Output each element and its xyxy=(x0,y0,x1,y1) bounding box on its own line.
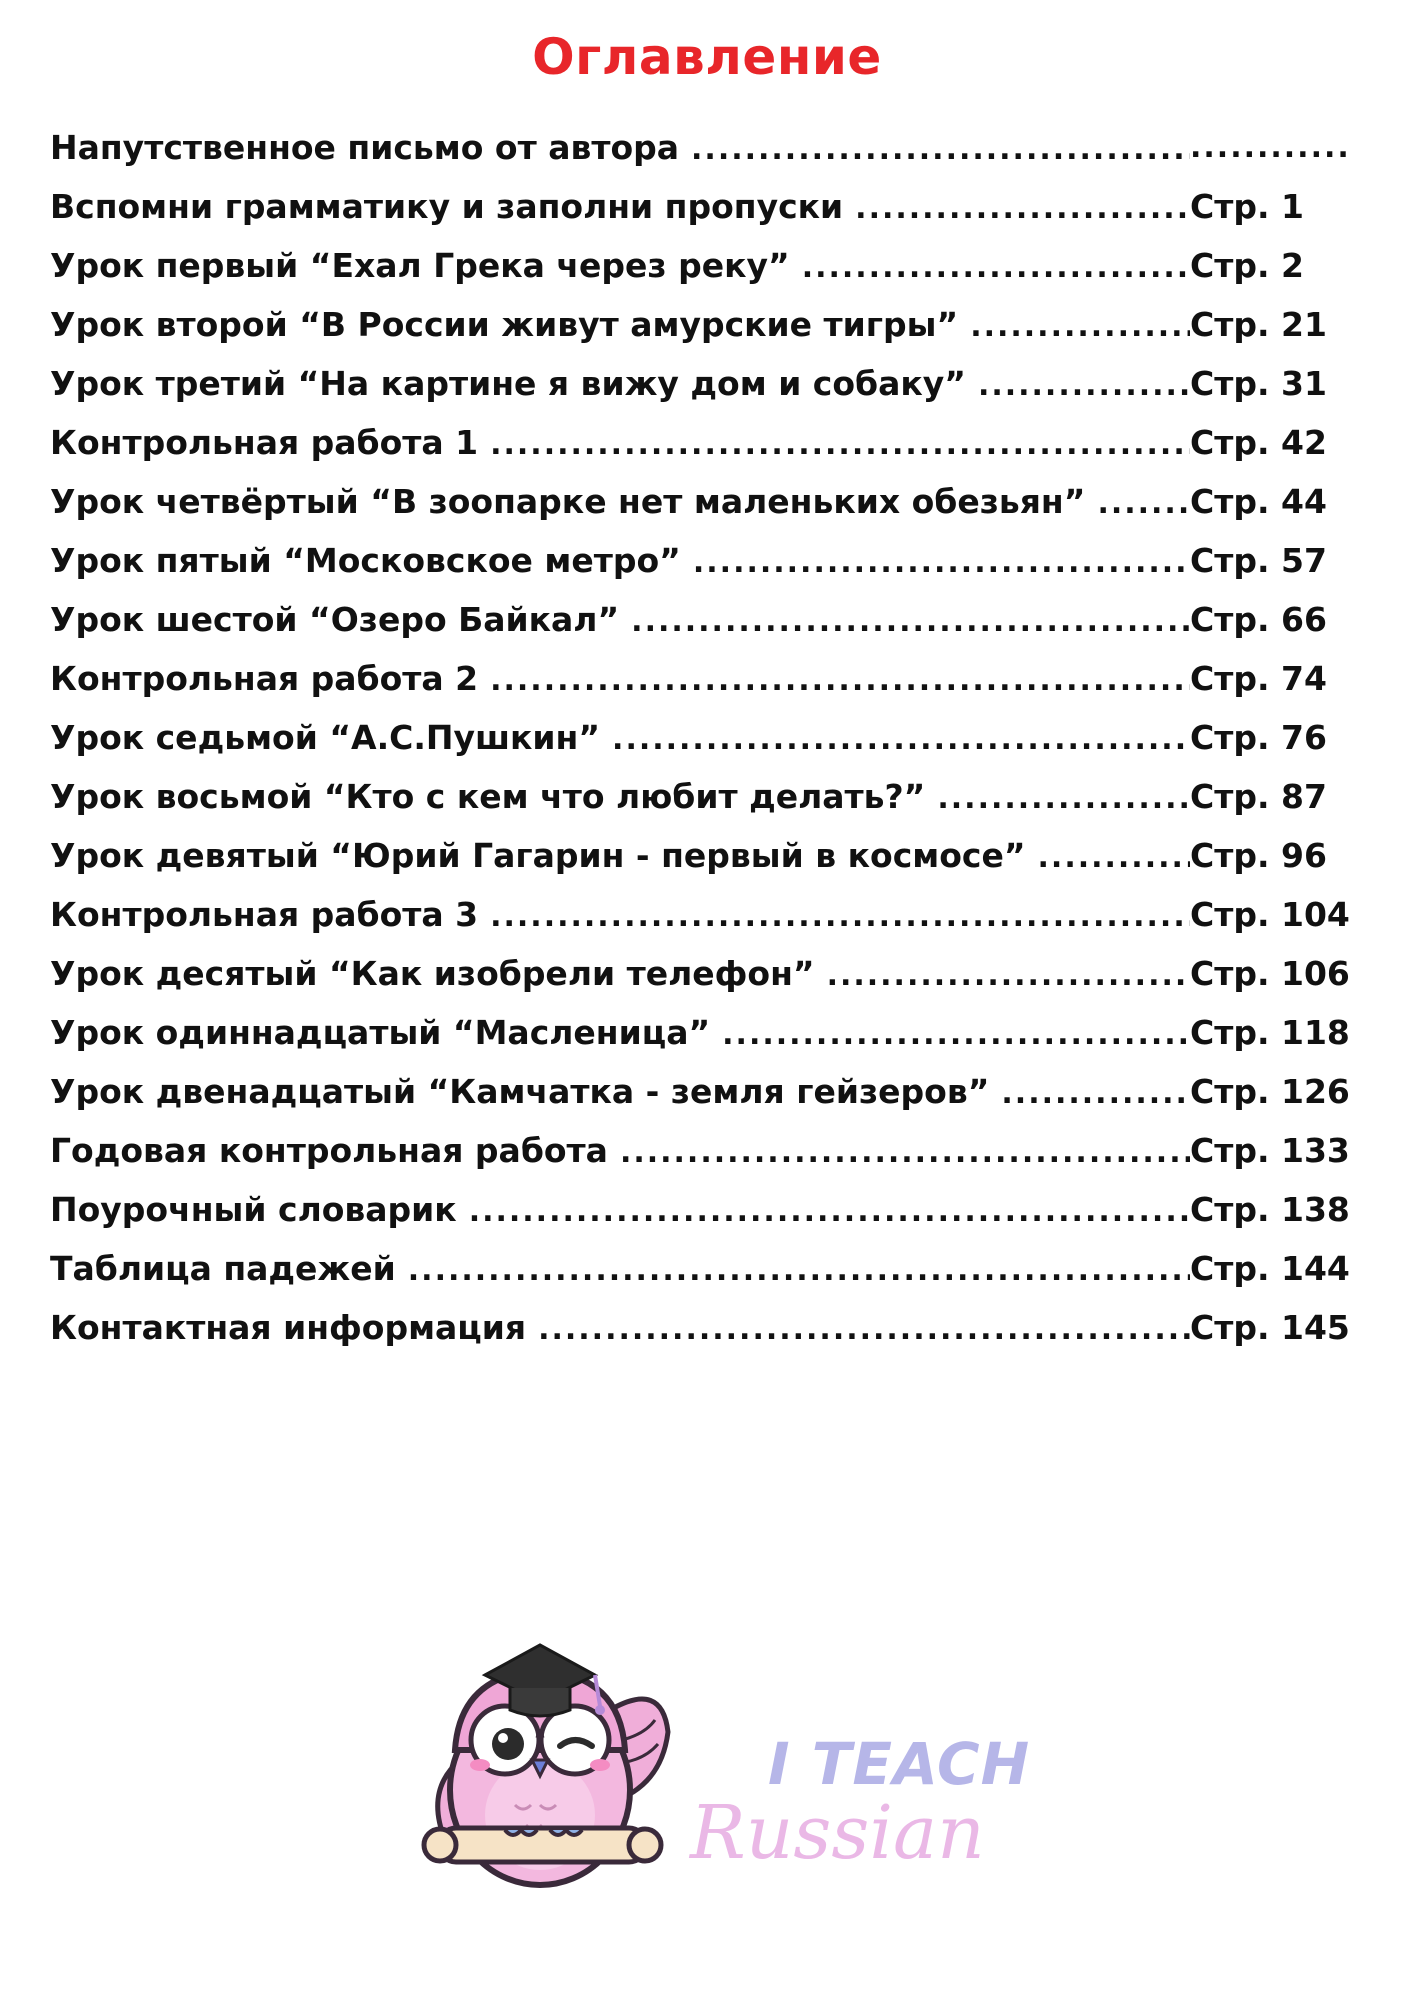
toc-entry-label: Контрольная работа 3 xyxy=(50,895,479,934)
toc-row[interactable] xyxy=(50,118,1380,177)
toc-page-number: Стр. 44 xyxy=(1190,482,1327,521)
toc-row[interactable] xyxy=(50,1298,1380,1357)
toc-page-number: Стр. 118 xyxy=(1190,1013,1350,1052)
toc-entry-label: Контрольная работа 1 xyxy=(50,423,479,462)
toc-entry-label: Урок второй “В России живут амурские тигры” xyxy=(50,305,959,344)
toc-row[interactable] xyxy=(50,649,1380,708)
toc-leader-dots xyxy=(469,1194,1190,1229)
toc-row[interactable] xyxy=(50,1121,1380,1180)
toc-row[interactable] xyxy=(50,708,1380,767)
toc-leader-dots xyxy=(620,1135,1190,1170)
toc-page-number: Стр. 21 xyxy=(1190,305,1327,344)
logo-text-line1: I TEACH xyxy=(768,1730,1031,1798)
toc-page-number: Стр. 145 xyxy=(1190,1308,1350,1347)
toc-page-number: Стр. 74 xyxy=(1190,659,1327,698)
toc-page-number: Стр. 104 xyxy=(1190,895,1350,934)
toc-row[interactable] xyxy=(50,1003,1380,1062)
toc-entry-label: Урок восьмой “Кто с кем что любит делать?” xyxy=(50,777,926,816)
toc-page-number: ............ xyxy=(1190,130,1351,165)
toc-page-number: Стр. 31 xyxy=(1190,364,1327,403)
toc-row[interactable] xyxy=(50,354,1380,413)
toc-entry-label: Вспомни грамматику и заполни пропуски xyxy=(50,187,844,226)
toc-leader-dots xyxy=(490,427,1190,462)
toc-page-number: Стр. 66 xyxy=(1190,600,1327,639)
toc-page-number: Стр. 133 xyxy=(1190,1131,1350,1170)
toc-row[interactable] xyxy=(50,1180,1380,1239)
toc-entry-label: Урок десятый “Как изобрели телефон” xyxy=(50,954,815,993)
toc-row[interactable] xyxy=(50,177,1380,236)
toc-entry-label: Контрольная работа 2 xyxy=(50,659,479,698)
toc-row[interactable] xyxy=(50,472,1380,531)
toc-leader-dots xyxy=(802,250,1190,285)
toc-page-number: Стр. 42 xyxy=(1190,423,1327,462)
toc-row[interactable] xyxy=(50,826,1380,885)
toc-entry-label: Урок четвёртый “В зоопарке нет маленьких обезьян” xyxy=(50,482,1086,521)
toc-row[interactable] xyxy=(50,590,1380,649)
page-title: Оглавление xyxy=(532,28,882,86)
toc-entry-label: Урок одиннадцатый “Масленица” xyxy=(50,1013,711,1052)
toc-page-number: Стр. 138 xyxy=(1190,1190,1350,1229)
toc-leader-dots xyxy=(978,368,1190,403)
toc-page-number: Стр. 2 xyxy=(1190,246,1304,285)
toc-leader-dots xyxy=(722,1017,1190,1052)
toc-entry-label: Таблица падежей xyxy=(50,1249,396,1288)
toc-entry-label: Урок девятый “Юрий Гагарин - первый в космосе” xyxy=(50,836,1026,875)
toc-row[interactable] xyxy=(50,885,1380,944)
toc-entry-label: Контактная информация xyxy=(50,1308,527,1347)
toc-row[interactable] xyxy=(50,236,1380,295)
toc-leader-dots xyxy=(937,781,1190,816)
toc-row[interactable] xyxy=(50,531,1380,590)
toc-page-number: Стр. 87 xyxy=(1190,777,1327,816)
toc-row[interactable] xyxy=(50,767,1380,826)
toc-entry-label: Урок двенадцатый “Камчатка - земля гейзеров” xyxy=(50,1072,990,1111)
logo-text-line2: Russian xyxy=(690,1790,985,1876)
toc-page-number: Стр. 96 xyxy=(1190,836,1327,875)
toc-entry-label: Годовая контрольная работа xyxy=(50,1131,608,1170)
toc-leader-dots xyxy=(970,309,1190,344)
brand-logo xyxy=(400,1640,1031,1890)
toc-entry-label: Поурочный словарик xyxy=(50,1190,457,1229)
toc-entry-label: Урок пятый “Московское метро” xyxy=(50,541,681,580)
toc-leader-dots xyxy=(1097,486,1190,521)
toc-leader-dots xyxy=(1038,840,1190,875)
toc-leader-dots xyxy=(631,604,1190,639)
toc-leader-dots xyxy=(855,191,1190,226)
toc-leader-dots xyxy=(612,722,1190,757)
toc-page-number: Стр. 1 xyxy=(1190,187,1304,226)
toc-entry-label: Урок седьмой “А.С.Пушкин” xyxy=(50,718,601,757)
toc-row[interactable] xyxy=(50,1239,1380,1298)
toc-leader-dots xyxy=(408,1253,1190,1288)
toc-row[interactable] xyxy=(50,944,1380,1003)
toc-row[interactable] xyxy=(50,1062,1380,1121)
toc-leader-dots xyxy=(1001,1076,1190,1111)
toc-page-number: Стр. 57 xyxy=(1190,541,1327,580)
toc-leader-dots xyxy=(827,958,1190,993)
toc-row[interactable] xyxy=(50,295,1380,354)
toc-page-number: Стр. 144 xyxy=(1190,1249,1350,1288)
toc-leader-dots xyxy=(490,899,1190,934)
toc-row[interactable] xyxy=(50,413,1380,472)
toc-page-number: Стр. 106 xyxy=(1190,954,1350,993)
toc-page-number: Стр. 76 xyxy=(1190,718,1327,757)
toc-entry-label: Напутственное письмо от автора xyxy=(50,128,680,167)
toc-leader-dots xyxy=(538,1312,1190,1347)
toc-leader-dots xyxy=(490,663,1190,698)
toc-entry-label: Урок третий “На картине я вижу дом и собаку” xyxy=(50,364,966,403)
toc-entry-label: Урок шестой “Озеро Байкал” xyxy=(50,600,620,639)
toc-leader-dots xyxy=(691,132,1190,167)
table-of-contents xyxy=(50,118,1380,1357)
toc-leader-dots xyxy=(693,545,1190,580)
toc-entry-label: Урок первый “Ехал Грека через реку” xyxy=(50,246,790,285)
toc-page-number: Стр. 126 xyxy=(1190,1072,1350,1111)
owl-graduate-icon xyxy=(400,1640,690,1890)
